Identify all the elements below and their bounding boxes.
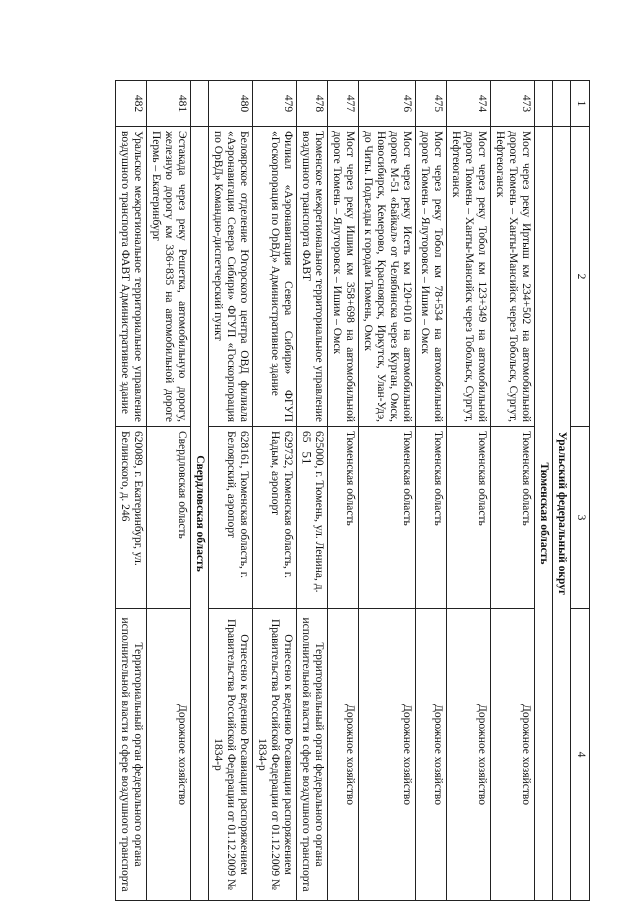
table-row: [447, 81, 491, 901]
object-owner: Территориальный орган федерального органа исполнительной власти в сфере воздушного транспорта: [297, 609, 328, 901]
region-row: [191, 81, 209, 901]
header-cell: 2: [571, 127, 590, 427]
object-owner: Дорожное хозяйство: [147, 609, 191, 901]
object-name: Уральское межрегиональное территориальное управление воздушного транспорта ФАВТ Административное здание: [116, 127, 147, 427]
object-location: Свердловская область: [147, 427, 191, 609]
object-name: Мост через реку Иртыш км 234+502 на автомобильной дороге Тюмень – Ханты-Мансийск через Тобольск, Сургут, Нефтеюганск: [491, 127, 535, 427]
object-name: Мост через реку Тобол км 78+534 на автомобильной дороге Тюмень – Ялуторовск – Ишим – Омск: [416, 127, 447, 427]
district-row: [553, 81, 571, 901]
object-owner: Дорожное хозяйство: [491, 609, 535, 901]
table-row: [359, 81, 416, 901]
header-cell: 3: [571, 427, 590, 609]
row-number: 475: [416, 81, 447, 127]
object-owner: Дорожное хозяйство: [328, 609, 359, 901]
row-number: 477: [328, 81, 359, 127]
header-cell: 4: [571, 609, 590, 901]
table-row: [491, 81, 535, 901]
object-owner: Дорожное хозяйство: [359, 609, 416, 901]
region-title: Тюменская область: [535, 127, 553, 901]
object-owner: Территориальный орган федерального органа исполнительной власти в сфере воздушного транспорта: [116, 609, 147, 901]
object-location: Тюменская область: [416, 427, 447, 609]
object-name: Мост через реку Тобол км 123+349 на автомобильной дороге Тюмень – Ханты-Мансийск через Тобольск, Сургут, Нефтеюганск: [447, 127, 491, 427]
rotated-page-content: [40, 80, 590, 900]
object-name: Мост через реку Исеть км 120+010 на автомобильной дороге М-51 «Байкал» от Челябинска через Курган, Омск, Новосибирск, Кемерово, Красноярск, Иркутск, Улан-Удэ, до Читы. Подъезды к городам Тюмень, Омск: [359, 127, 416, 427]
object-name: Мост через реку Ишим км 358+698 на автомобильной дороге Тюмень – Ялуторовск – Ишим – Омск: [328, 127, 359, 427]
table-row: [416, 81, 447, 901]
table-row: [116, 81, 147, 901]
object-name: Тюменское межрегиональное территориальное управление воздушного транспорта ФАВТ: [297, 127, 328, 427]
row-number: 481: [147, 81, 191, 127]
row-number: 473: [491, 81, 535, 127]
table-row: [328, 81, 359, 901]
object-location: Тюменская область: [491, 427, 535, 609]
objects-table: [115, 80, 590, 901]
object-location: 628161, Тюменская область, г. Белоярский, аэропорт: [209, 427, 253, 609]
object-owner: Отнесено к ведению Росавиации распоряжением Правительства Российской Федерации от 01.12.2009 № 1834-р: [253, 609, 297, 901]
row-number: 479: [253, 81, 297, 127]
table-row: [209, 81, 253, 901]
object-owner: Отнесено к ведению Росавиации распоряжением Правительства Российской Федерации от 01.12.2009 № 1834-р: [209, 609, 253, 901]
row-number: 482: [116, 81, 147, 127]
row-number: 478: [297, 81, 328, 127]
object-location: Тюменская область: [447, 427, 491, 609]
row-number: 480: [209, 81, 253, 127]
table-row: [297, 81, 328, 901]
header-row: [571, 81, 590, 901]
object-location: 625000, г. Тюмень, ул. Ленина, д. 65: [297, 427, 328, 609]
object-owner: Дорожное хозяйство: [447, 609, 491, 901]
object-location: 629732, Тюменская область, г. Надым, аэропорт: [253, 427, 297, 609]
object-name: Эстакада через реку Решетка, автомобильную дорогу, железную дорогу км 336+835 на автомобильной дороге Пермь – Екатеринбург: [147, 127, 191, 427]
object-name: Филиал «Аэронавигация Севера Сибири» ФГУП «Госкорпорация по ОрВД» Административное здание: [253, 127, 297, 427]
row-number: 474: [447, 81, 491, 127]
object-location: 620089, г. Екатеринбург, ул. Белинского, д. 246: [116, 427, 147, 609]
table-body: [116, 81, 590, 901]
object-name: Белоярское отделение Югорского центра ОВД филиала «Аэронавигация Севера Сибири» ФГУП «Госкорпорация по ОрВД» Командно-диспетчерский пункт: [209, 127, 253, 427]
region-title: Свердловская область: [191, 127, 209, 901]
object-owner: Дорожное хозяйство: [416, 609, 447, 901]
row-number: 476: [359, 81, 416, 127]
table-row: [147, 81, 191, 901]
table-row: [253, 81, 297, 901]
object-location: Тюменская область: [359, 427, 416, 609]
region-row: [535, 81, 553, 901]
object-location: Тюменская область: [328, 427, 359, 609]
district-title: Уральский федеральный округ: [553, 127, 571, 901]
page-number: 51: [299, 451, 315, 465]
header-cell: 1: [571, 81, 590, 127]
